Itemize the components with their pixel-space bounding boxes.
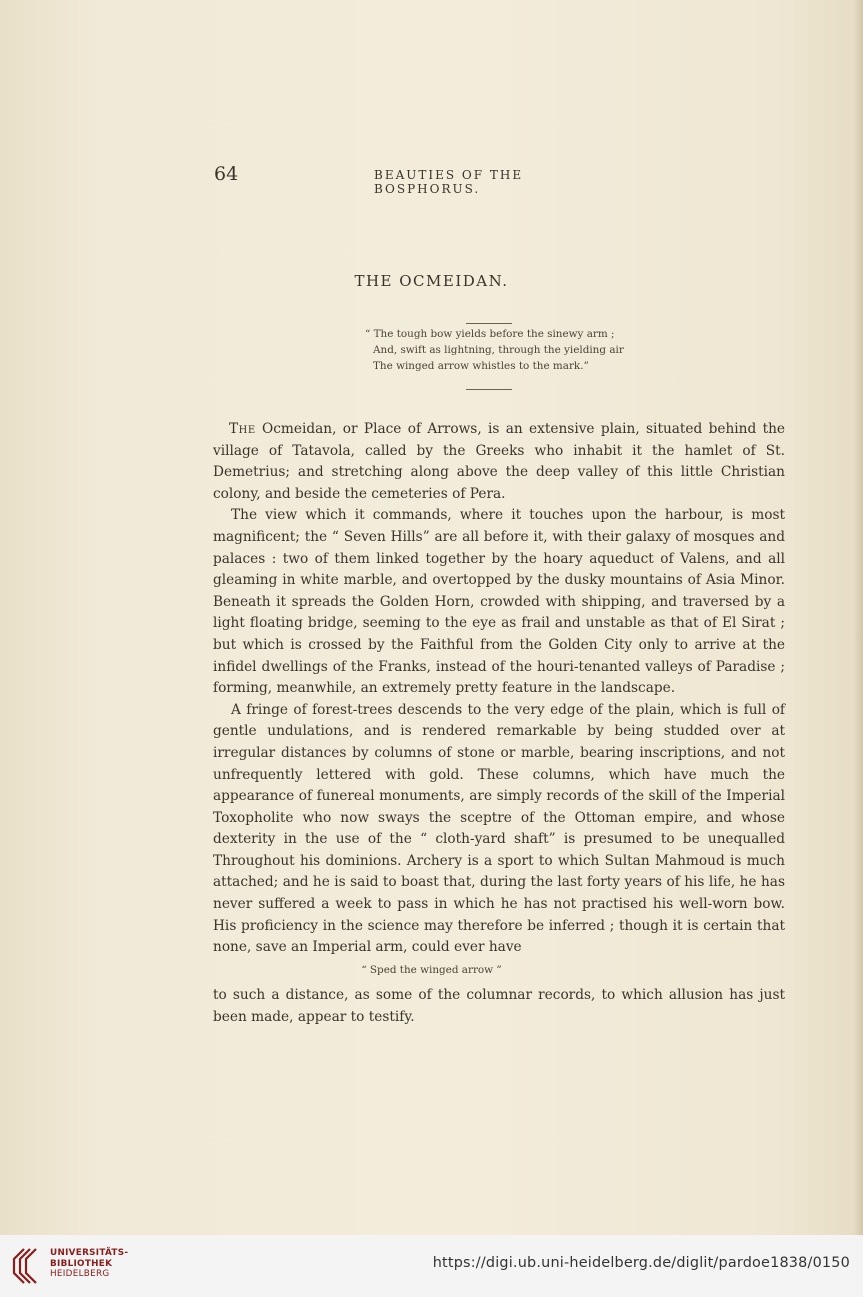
body-text-lower (213, 985, 785, 1028)
library-name-line: UNIVERSITÄTS- (50, 1248, 129, 1258)
library-logo-icon (10, 1245, 44, 1287)
permalink-url[interactable]: https://digi.ub.uni-heidelberg.de/diglit/pardoe1838/0150 (432, 1255, 850, 1271)
page-spine-shadow (853, 0, 863, 1235)
epigraph (365, 327, 685, 374)
viewer-footer (0, 1235, 863, 1297)
paragraph-lead-word: The (229, 421, 256, 437)
inline-quote: “ Sped the winged arrow ” (361, 964, 502, 976)
paragraph-3: A fringe of forest-trees descends to the very edge of the plain, which is full of gentle undulations, and is rendered remarkable by being studded over at irregular distances by columns of stone or marble, bearing inscriptions, and not unfrequently lettered with gold. These columns, which have much the appearance of funereal monuments, are simply records of the skill of the Imperial Toxopholite who now sways the sceptre of the Ottoman empire, and whose dexterity in the use of the “ cloth-yard shaft” is presumed to be unequalled Throughout his dominions. Archery is a sport to which Sultan Mahmoud is much attached; and he is said to boast that, during the last forty years of his life, he has never suffered a week to pass in which he has not practised his well-worn bow. His proficiency in the science may therefore be inferred ; though it is certain that none, save an Imperial arm, could ever have (213, 701, 785, 956)
chapter-title: THE OCMEIDAN. (354, 272, 509, 290)
page-number: 64 (214, 163, 239, 185)
running-head-title: BEAUTIES OF THE BOSPHORUS. (374, 168, 524, 196)
paragraph-2: The view which it commands, where it touches upon the harbour, is most magnificent; the “ Seven Hills” are all before it, with their galaxy of mosques and palaces : two of them linked together by the hoary aqueduct of Valens, and all gleaming in white marble, and overtopped by the dusky mountains of Asia Minor. Beneath it spreads the Golden Horn, crowded with shipping, and traversed by a light floating bridge, seeming to the eye as frail and unstable as that of El Sirat ; but which is crossed by the Faithful from the Golden City only to arrive at the infidel dwellings of the Franks, instead of the houri-tenanted valleys of Paradise ; forming, meanwhile, an extremely pretty feature in the landscape. (213, 507, 785, 697)
rule-below-epigraph (466, 389, 512, 390)
paragraph-4: to such a distance, as some of the columnar records, to which allusion has just been made, appear to testify. (213, 987, 785, 1025)
epigraph-line: The winged arrow whistles to the mark.” (373, 359, 589, 372)
rule-above-epigraph (466, 323, 512, 324)
epigraph-line: And, swift as lightning, through the yielding air (373, 343, 624, 356)
library-name-line: HEIDELBERG (50, 1269, 110, 1280)
paragraph-1-text: Ocmeidan, or Place of Arrows, is an extensive plain, situated behind the village of Tatavola, called by the Greeks who inhabit it the hamlet of St. Demetrius; and stretching along above the deep valley of this little Christian colony, and beside the cemeteries of Pera. (213, 421, 785, 502)
paragraph-1 (213, 419, 785, 505)
running-head (214, 163, 634, 196)
library-name-line: BIBLIOTHEK (50, 1258, 113, 1269)
epigraph-line: “ The tough bow yields before the sinewy arm ; (365, 328, 615, 340)
body-text-upper (213, 419, 785, 959)
library-name (50, 1248, 128, 1280)
